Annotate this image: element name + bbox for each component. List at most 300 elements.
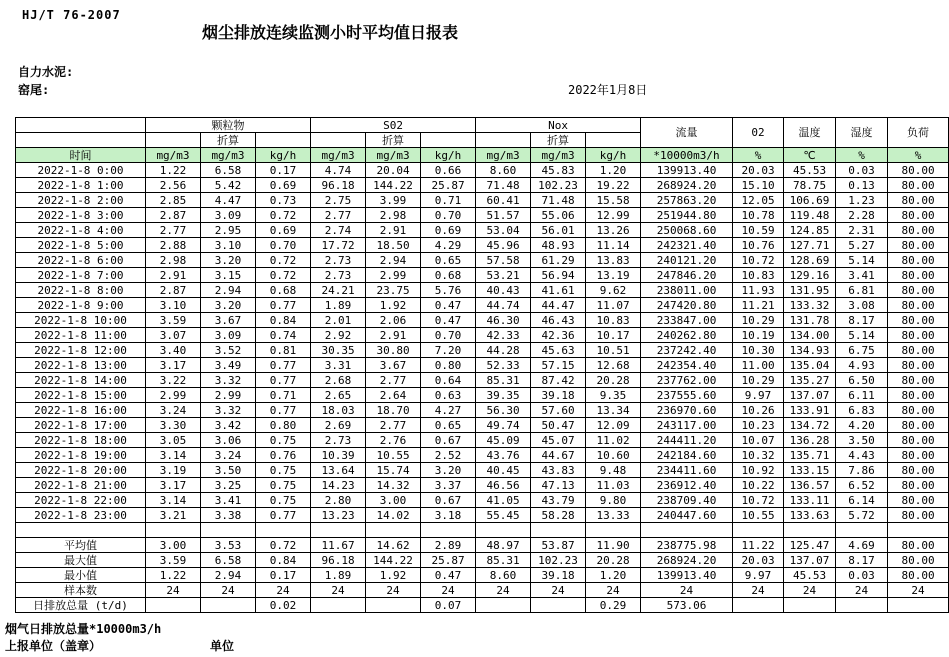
- value-cell: 268924.20: [641, 178, 733, 193]
- value-cell: 3.49: [201, 358, 256, 373]
- value-cell: 11.90: [586, 538, 641, 553]
- value-cell: 144.22: [366, 553, 421, 568]
- value-cell: 80.00: [888, 553, 949, 568]
- value-cell: 2.56: [146, 178, 201, 193]
- unit-cell: mg/m3: [476, 148, 531, 163]
- time-cell: 2022-1-8 7:00: [16, 268, 146, 283]
- value-cell: 6.75: [836, 343, 888, 358]
- value-cell: 0.72: [256, 208, 311, 223]
- value-cell: 3.37: [421, 478, 476, 493]
- value-cell: 2.94: [366, 253, 421, 268]
- blank-cell: [146, 523, 201, 538]
- value-cell: 137.07: [784, 553, 836, 568]
- value-cell: 0.47: [421, 298, 476, 313]
- value-cell: 2.91: [366, 328, 421, 343]
- value-cell: 48.93: [531, 238, 586, 253]
- unit-cell: %: [733, 148, 784, 163]
- data-row: [16, 403, 949, 418]
- value-cell: 243117.00: [641, 418, 733, 433]
- value-cell: 55.06: [531, 208, 586, 223]
- blank-cell: [16, 133, 146, 148]
- value-cell: 80.00: [888, 538, 949, 553]
- value-cell: 0.71: [256, 388, 311, 403]
- value-cell: 20.04: [366, 163, 421, 178]
- value-cell: 102.23: [531, 178, 586, 193]
- value-cell: 10.72: [733, 493, 784, 508]
- value-cell: 44.28: [476, 343, 531, 358]
- value-cell: [784, 598, 836, 613]
- value-cell: 10.60: [586, 448, 641, 463]
- value-cell: 1.89: [311, 298, 366, 313]
- time-cell: 2022-1-8 3:00: [16, 208, 146, 223]
- blank-cell: [16, 118, 146, 133]
- value-cell: 3.07: [146, 328, 201, 343]
- unit-header-row: [16, 148, 949, 163]
- value-cell: 57.58: [476, 253, 531, 268]
- value-cell: [531, 598, 586, 613]
- time-cell: 2022-1-8 11:00: [16, 328, 146, 343]
- value-cell: 3.09: [201, 328, 256, 343]
- summary-row: [16, 598, 949, 613]
- value-cell: 134.00: [784, 328, 836, 343]
- time-cell: 2022-1-8 4:00: [16, 223, 146, 238]
- time-cell: 2022-1-8 21:00: [16, 478, 146, 493]
- blank-cell: [586, 523, 641, 538]
- value-cell: 133.11: [784, 493, 836, 508]
- value-cell: 41.61: [531, 283, 586, 298]
- value-cell: 0.66: [421, 163, 476, 178]
- value-cell: 80.00: [888, 373, 949, 388]
- unit-cell: %: [888, 148, 949, 163]
- value-cell: 2.87: [146, 283, 201, 298]
- unit-cell: mg/m3: [146, 148, 201, 163]
- value-cell: 10.29: [733, 373, 784, 388]
- value-cell: 257863.20: [641, 193, 733, 208]
- value-cell: 6.14: [836, 493, 888, 508]
- value-cell: 46.30: [476, 313, 531, 328]
- blank-cell: [586, 133, 641, 148]
- value-cell: 2.87: [146, 208, 201, 223]
- value-cell: 48.97: [476, 538, 531, 553]
- value-cell: 136.28: [784, 433, 836, 448]
- data-row: [16, 283, 949, 298]
- value-cell: 3.59: [146, 313, 201, 328]
- value-cell: 3.99: [366, 193, 421, 208]
- value-cell: 24: [256, 583, 311, 598]
- value-cell: 124.85: [784, 223, 836, 238]
- value-cell: 240121.20: [641, 253, 733, 268]
- value-cell: 9.35: [586, 388, 641, 403]
- value-cell: 244411.20: [641, 433, 733, 448]
- value-cell: 238775.98: [641, 538, 733, 553]
- value-cell: 573.06: [641, 598, 733, 613]
- value-cell: 45.96: [476, 238, 531, 253]
- unit-cell: mg/m3: [531, 148, 586, 163]
- blank-cell: [476, 133, 531, 148]
- value-cell: 17.72: [311, 238, 366, 253]
- value-cell: 11.22: [733, 538, 784, 553]
- value-cell: 8.17: [836, 553, 888, 568]
- value-cell: 3.22: [146, 373, 201, 388]
- value-cell: 2.01: [311, 313, 366, 328]
- time-cell: 2022-1-8 17:00: [16, 418, 146, 433]
- value-cell: 85.31: [476, 553, 531, 568]
- value-cell: 0.75: [256, 478, 311, 493]
- value-cell: 24: [531, 583, 586, 598]
- value-cell: 55.45: [476, 508, 531, 523]
- value-cell: 10.23: [733, 418, 784, 433]
- value-cell: 2.77: [366, 418, 421, 433]
- company-label: 自力水泥:: [18, 65, 74, 79]
- value-cell: 1.23: [836, 193, 888, 208]
- value-cell: 4.47: [201, 193, 256, 208]
- value-cell: 4.93: [836, 358, 888, 373]
- value-cell: 0.70: [421, 328, 476, 343]
- value-cell: 3.14: [146, 493, 201, 508]
- value-cell: 0.69: [421, 223, 476, 238]
- value-cell: 10.07: [733, 433, 784, 448]
- data-row: [16, 298, 949, 313]
- value-cell: 46.43: [531, 313, 586, 328]
- value-cell: 23.75: [366, 283, 421, 298]
- value-cell: 0.17: [256, 568, 311, 583]
- column-header-load: 负荷: [888, 118, 949, 148]
- report-unit-label: 上报单位（盖章）: [5, 639, 102, 653]
- value-cell: 2.94: [201, 283, 256, 298]
- value-cell: 57.60: [531, 403, 586, 418]
- value-cell: 13.83: [586, 253, 641, 268]
- value-cell: 2.68: [311, 373, 366, 388]
- value-cell: 10.19: [733, 328, 784, 343]
- value-cell: 242354.40: [641, 358, 733, 373]
- summary-row: [16, 583, 949, 598]
- data-row: [16, 238, 949, 253]
- value-cell: 0.75: [256, 463, 311, 478]
- value-cell: 42.36: [531, 328, 586, 343]
- value-cell: 9.48: [586, 463, 641, 478]
- value-cell: 9.97: [733, 568, 784, 583]
- summary-label: 平均值: [16, 538, 146, 553]
- value-cell: 18.50: [366, 238, 421, 253]
- value-cell: 80.00: [888, 193, 949, 208]
- blank-cell: [256, 523, 311, 538]
- value-cell: 80.00: [888, 163, 949, 178]
- value-cell: 6.52: [836, 478, 888, 493]
- value-cell: 24: [836, 583, 888, 598]
- value-cell: 0.71: [421, 193, 476, 208]
- value-cell: 106.69: [784, 193, 836, 208]
- value-cell: 30.35: [311, 343, 366, 358]
- page-title: 烟尘排放连续监测小时平均值日报表: [201, 23, 458, 42]
- flow-total-label: 烟气日排放总量*10000m3/h: [5, 622, 162, 636]
- value-cell: 0.77: [256, 403, 311, 418]
- subheader-converted: 折算: [366, 133, 421, 148]
- data-row: [16, 433, 949, 448]
- value-cell: 3.40: [146, 343, 201, 358]
- value-cell: 125.47: [784, 538, 836, 553]
- value-cell: 0.47: [421, 568, 476, 583]
- time-cell: 2022-1-8 6:00: [16, 253, 146, 268]
- value-cell: 1.92: [366, 298, 421, 313]
- unit-cell: mg/m3: [201, 148, 256, 163]
- value-cell: 18.70: [366, 403, 421, 418]
- value-cell: 24: [888, 583, 949, 598]
- blank-cell: [421, 523, 476, 538]
- blank-cell: [201, 523, 256, 538]
- value-cell: 2.31: [836, 223, 888, 238]
- unit-label: 单位: [210, 639, 235, 653]
- value-cell: 10.17: [586, 328, 641, 343]
- value-cell: 250068.60: [641, 223, 733, 238]
- value-cell: 24: [311, 583, 366, 598]
- value-cell: 45.53: [784, 568, 836, 583]
- unit-cell: %: [836, 148, 888, 163]
- value-cell: 61.29: [531, 253, 586, 268]
- data-row: [16, 448, 949, 463]
- value-cell: 4.29: [421, 238, 476, 253]
- value-cell: 2.76: [366, 433, 421, 448]
- value-cell: 3.41: [836, 268, 888, 283]
- value-cell: 11.67: [311, 538, 366, 553]
- value-cell: 3.24: [146, 403, 201, 418]
- value-cell: 2.73: [311, 253, 366, 268]
- value-cell: 45.07: [531, 433, 586, 448]
- column-header-humidity: 湿度: [836, 118, 888, 148]
- blank-cell: [16, 523, 146, 538]
- value-cell: 3.10: [146, 298, 201, 313]
- value-cell: 2.98: [146, 253, 201, 268]
- value-cell: 0.67: [421, 493, 476, 508]
- data-row: [16, 268, 949, 283]
- value-cell: 0.70: [256, 238, 311, 253]
- value-cell: 0.80: [256, 418, 311, 433]
- value-cell: 13.33: [586, 508, 641, 523]
- value-cell: 10.72: [733, 253, 784, 268]
- time-cell: 2022-1-8 5:00: [16, 238, 146, 253]
- value-cell: 6.58: [201, 553, 256, 568]
- value-cell: 2.69: [311, 418, 366, 433]
- value-cell: 102.23: [531, 553, 586, 568]
- blank-cell: [641, 523, 733, 538]
- value-cell: 24: [366, 583, 421, 598]
- value-cell: 11.93: [733, 283, 784, 298]
- data-row: [16, 208, 949, 223]
- value-cell: [476, 598, 531, 613]
- value-cell: 96.18: [311, 553, 366, 568]
- value-cell: 80.00: [888, 178, 949, 193]
- value-cell: 131.78: [784, 313, 836, 328]
- value-cell: 80.00: [888, 358, 949, 373]
- value-cell: 0.72: [256, 268, 311, 283]
- value-cell: 2.89: [421, 538, 476, 553]
- value-cell: 0.72: [256, 538, 311, 553]
- value-cell: 3.09: [201, 208, 256, 223]
- value-cell: 10.55: [733, 508, 784, 523]
- value-cell: 4.43: [836, 448, 888, 463]
- value-cell: [888, 598, 949, 613]
- value-cell: 247420.80: [641, 298, 733, 313]
- value-cell: 14.62: [366, 538, 421, 553]
- value-cell: 135.71: [784, 448, 836, 463]
- value-cell: 71.48: [531, 193, 586, 208]
- data-row: [16, 493, 949, 508]
- data-row: [16, 358, 949, 373]
- value-cell: 24: [421, 583, 476, 598]
- time-cell: 2022-1-8 1:00: [16, 178, 146, 193]
- value-cell: 51.57: [476, 208, 531, 223]
- monitoring-table: [15, 117, 949, 613]
- value-cell: 2.85: [146, 193, 201, 208]
- value-cell: 0.02: [256, 598, 311, 613]
- value-cell: 44.47: [531, 298, 586, 313]
- time-cell: 2022-1-8 19:00: [16, 448, 146, 463]
- time-cell: 2022-1-8 0:00: [16, 163, 146, 178]
- value-cell: 1.92: [366, 568, 421, 583]
- value-cell: 11.02: [586, 433, 641, 448]
- value-cell: 25.87: [421, 178, 476, 193]
- value-cell: 1.20: [586, 568, 641, 583]
- data-row: [16, 373, 949, 388]
- value-cell: 24: [201, 583, 256, 598]
- summary-label: 日排放总量 (t/d): [16, 598, 146, 613]
- value-cell: 80.00: [888, 313, 949, 328]
- value-cell: 13.19: [586, 268, 641, 283]
- blank-cell: [836, 523, 888, 538]
- value-cell: 12.68: [586, 358, 641, 373]
- value-cell: 4.27: [421, 403, 476, 418]
- value-cell: 45.09: [476, 433, 531, 448]
- value-cell: 240262.80: [641, 328, 733, 343]
- value-cell: 242321.40: [641, 238, 733, 253]
- time-cell: 2022-1-8 23:00: [16, 508, 146, 523]
- time-cell: 2022-1-8 18:00: [16, 433, 146, 448]
- value-cell: 10.30: [733, 343, 784, 358]
- value-cell: 3.00: [146, 538, 201, 553]
- value-cell: 3.50: [836, 433, 888, 448]
- value-cell: 0.07: [421, 598, 476, 613]
- value-cell: 25.87: [421, 553, 476, 568]
- summary-row: [16, 568, 949, 583]
- value-cell: 11.03: [586, 478, 641, 493]
- value-cell: 0.64: [421, 373, 476, 388]
- time-cell: 2022-1-8 8:00: [16, 283, 146, 298]
- value-cell: 144.22: [366, 178, 421, 193]
- value-cell: 20.28: [586, 553, 641, 568]
- value-cell: 0.47: [421, 313, 476, 328]
- value-cell: 56.94: [531, 268, 586, 283]
- value-cell: 4.74: [311, 163, 366, 178]
- value-cell: 133.91: [784, 403, 836, 418]
- value-cell: 45.53: [784, 163, 836, 178]
- value-cell: 52.33: [476, 358, 531, 373]
- value-cell: 2.80: [311, 493, 366, 508]
- value-cell: 10.76: [733, 238, 784, 253]
- value-cell: 80.00: [888, 283, 949, 298]
- value-cell: 14.32: [366, 478, 421, 493]
- value-cell: 24: [476, 583, 531, 598]
- value-cell: 2.77: [366, 373, 421, 388]
- value-cell: 42.33: [476, 328, 531, 343]
- unit-cell: *10000m3/h: [641, 148, 733, 163]
- value-cell: 6.83: [836, 403, 888, 418]
- value-cell: 2.99: [201, 388, 256, 403]
- value-cell: 80.00: [888, 328, 949, 343]
- group-header-particulate: 颗粒物: [146, 118, 311, 133]
- value-cell: 13.34: [586, 403, 641, 418]
- value-cell: 137.07: [784, 388, 836, 403]
- value-cell: 3.20: [421, 463, 476, 478]
- subheader-converted: 折算: [531, 133, 586, 148]
- value-cell: 2.88: [146, 238, 201, 253]
- value-cell: 24: [733, 583, 784, 598]
- summary-row: [16, 538, 949, 553]
- data-row: [16, 193, 949, 208]
- value-cell: [146, 598, 201, 613]
- value-cell: 0.69: [256, 223, 311, 238]
- value-cell: 3.53: [201, 538, 256, 553]
- value-cell: 133.63: [784, 508, 836, 523]
- value-cell: 11.21: [733, 298, 784, 313]
- value-cell: 13.26: [586, 223, 641, 238]
- value-cell: 40.45: [476, 463, 531, 478]
- value-cell: 3.00: [366, 493, 421, 508]
- value-cell: 43.79: [531, 493, 586, 508]
- value-cell: 0.81: [256, 343, 311, 358]
- value-cell: 80.00: [888, 568, 949, 583]
- unit-cell: kg/h: [586, 148, 641, 163]
- value-cell: 45.63: [531, 343, 586, 358]
- value-cell: 50.47: [531, 418, 586, 433]
- value-cell: 14.23: [311, 478, 366, 493]
- value-cell: 0.68: [421, 268, 476, 283]
- value-cell: 43.83: [531, 463, 586, 478]
- value-cell: 4.69: [836, 538, 888, 553]
- value-cell: 0.69: [256, 178, 311, 193]
- value-cell: 44.67: [531, 448, 586, 463]
- value-cell: 2.73: [311, 268, 366, 283]
- time-cell: 2022-1-8 22:00: [16, 493, 146, 508]
- value-cell: 87.42: [531, 373, 586, 388]
- value-cell: 80.00: [888, 298, 949, 313]
- value-cell: 80.00: [888, 433, 949, 448]
- value-cell: 2.52: [421, 448, 476, 463]
- value-cell: 10.39: [311, 448, 366, 463]
- value-cell: 80.00: [888, 223, 949, 238]
- value-cell: 129.16: [784, 268, 836, 283]
- value-cell: 2.91: [366, 223, 421, 238]
- value-cell: 0.70: [421, 208, 476, 223]
- value-cell: 4.20: [836, 418, 888, 433]
- time-cell: 2022-1-8 15:00: [16, 388, 146, 403]
- value-cell: 2.77: [311, 208, 366, 223]
- value-cell: 2.77: [146, 223, 201, 238]
- value-cell: 9.62: [586, 283, 641, 298]
- blank-cell: [366, 523, 421, 538]
- value-cell: 80.00: [888, 478, 949, 493]
- value-cell: 15.10: [733, 178, 784, 193]
- column-header-time: 时间: [16, 148, 146, 163]
- value-cell: 119.48: [784, 208, 836, 223]
- value-cell: 8.17: [836, 313, 888, 328]
- summary-row: [16, 553, 949, 568]
- value-cell: 10.29: [733, 313, 784, 328]
- value-cell: 11.00: [733, 358, 784, 373]
- data-row: [16, 388, 949, 403]
- value-cell: 0.80: [421, 358, 476, 373]
- value-cell: 0.84: [256, 553, 311, 568]
- value-cell: 0.73: [256, 193, 311, 208]
- value-cell: 71.48: [476, 178, 531, 193]
